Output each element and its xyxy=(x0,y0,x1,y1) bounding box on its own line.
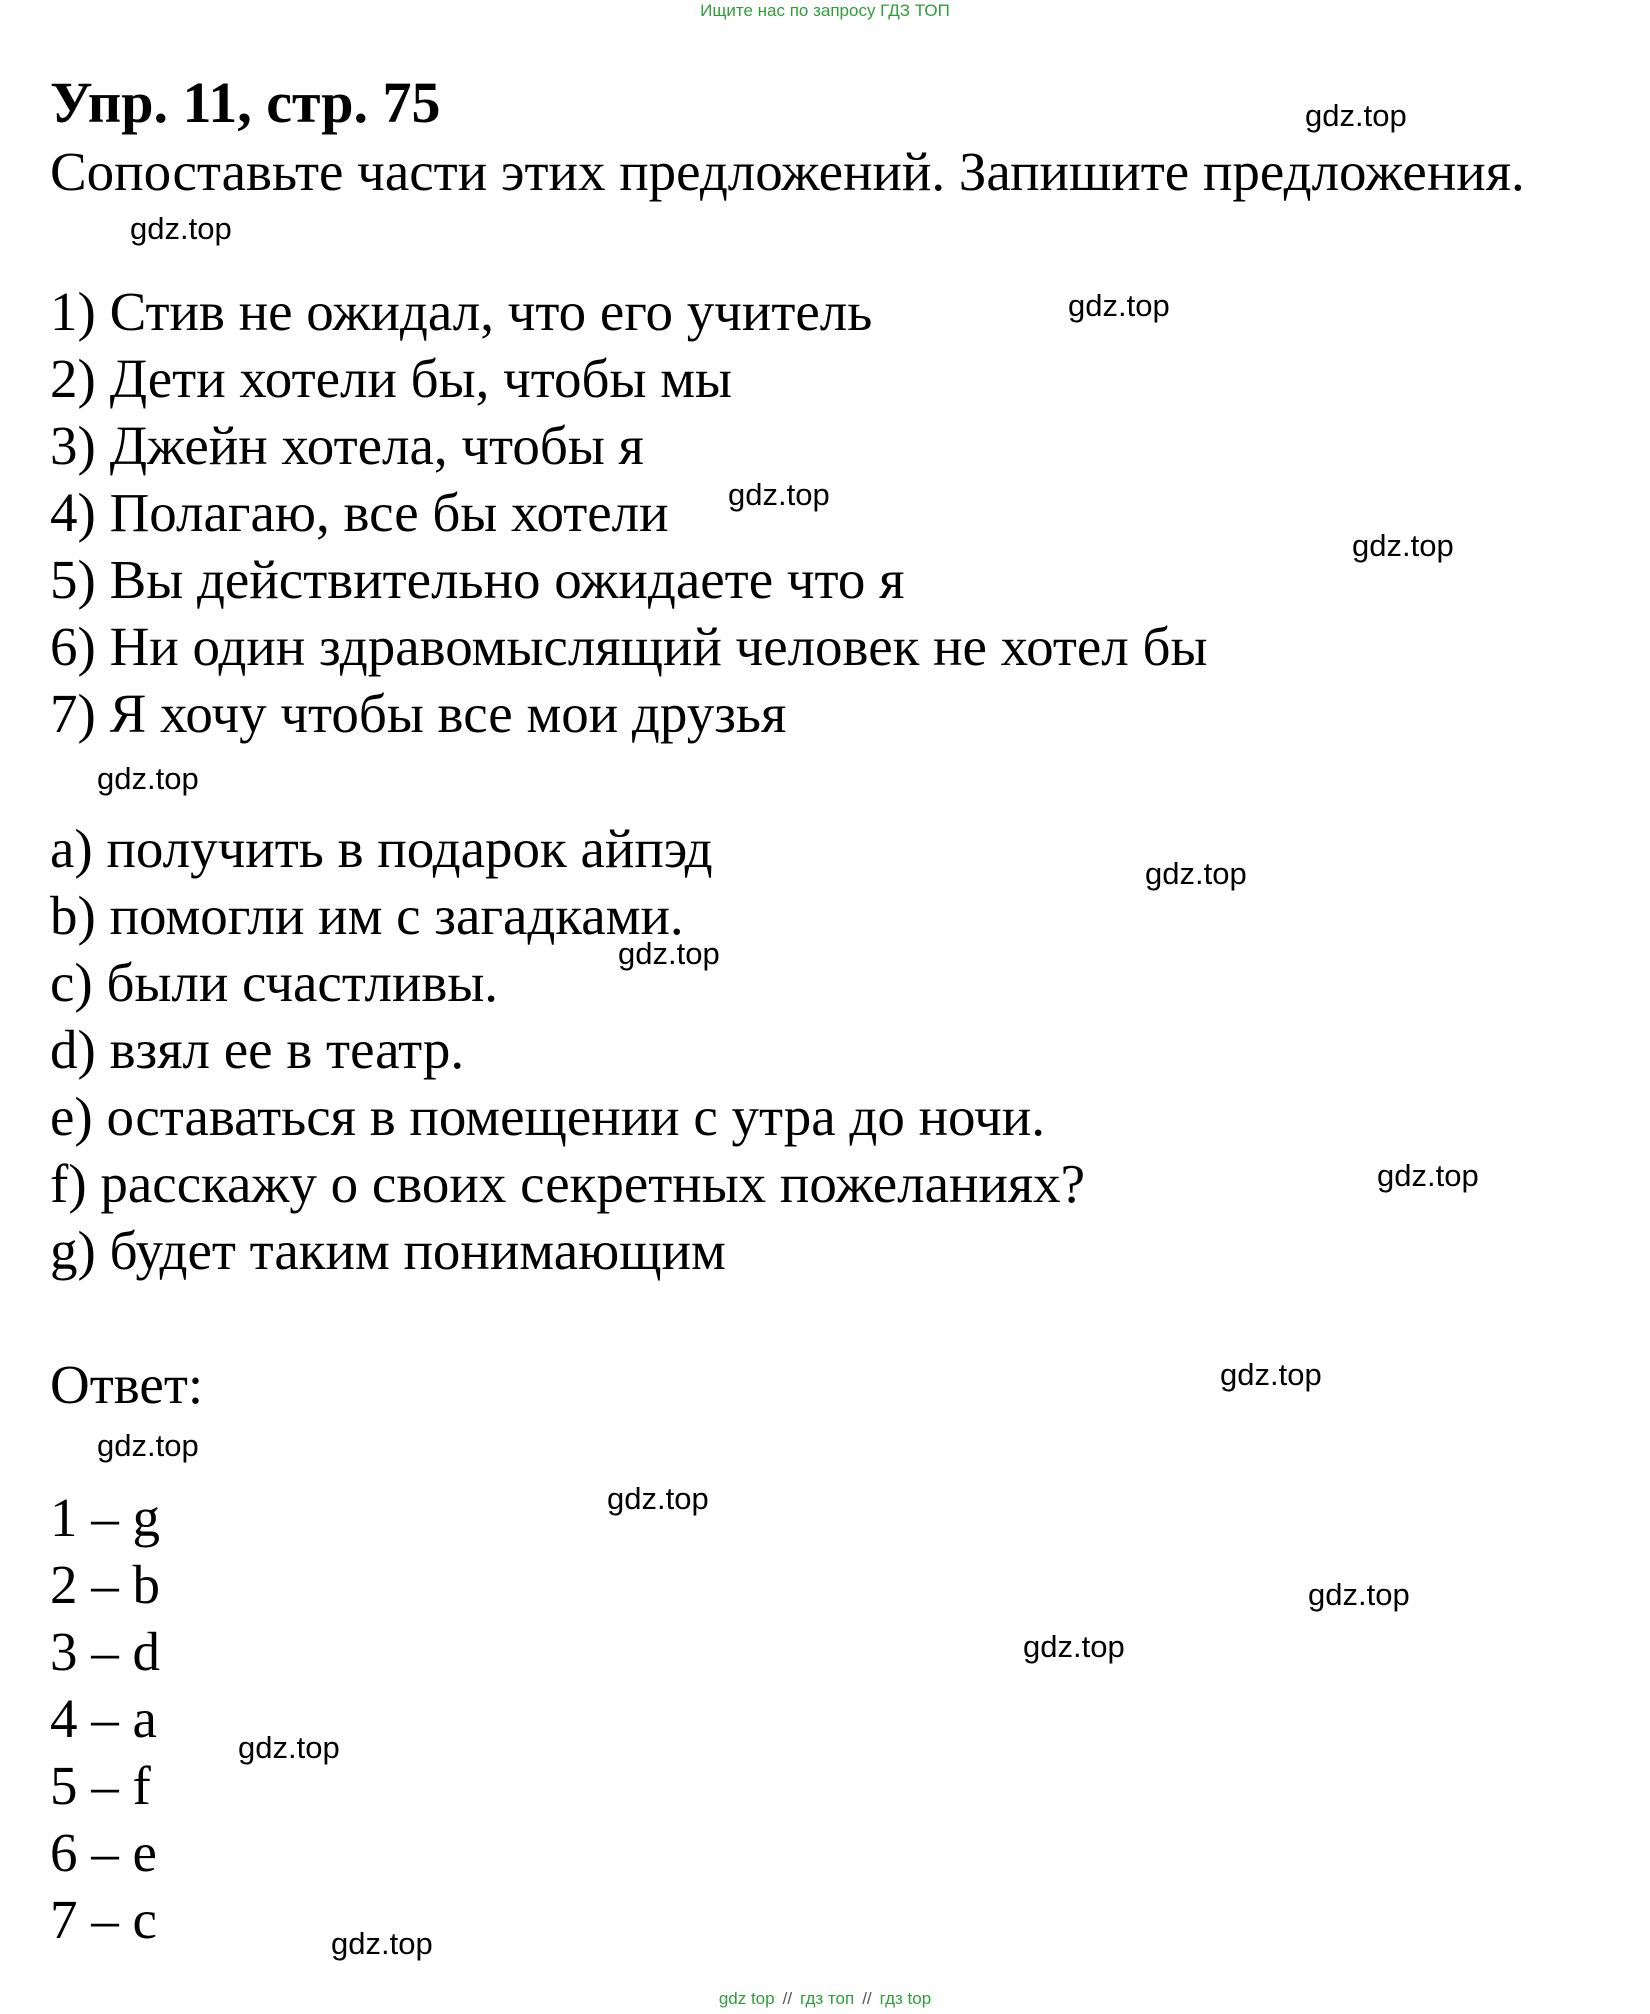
sentence-start-1: 1) Стив не ожидал, что его учитель xyxy=(50,281,873,342)
answer-4: 4 – a xyxy=(50,1688,157,1749)
sentence-end-b: b) помогли им с загадками. xyxy=(50,885,684,946)
exercise-instruction: Сопоставьте части этих предложений. Запишите предложения. xyxy=(50,141,1525,202)
watermark: gdz.top xyxy=(130,211,232,246)
sentence-start-3: 3) Джейн хотела, чтобы я xyxy=(50,415,644,476)
sentence-start-5: 5) Вы действительно ожидаете что я xyxy=(50,549,905,610)
sentence-start-7: 7) Я хочу чтобы все мои друзья xyxy=(50,683,787,744)
footer-separator: // xyxy=(782,1989,793,2008)
sentence-start-6: 6) Ни один здравомыслящий человек не хотел бы xyxy=(50,616,1208,677)
answer-3: 3 – d xyxy=(50,1621,160,1682)
watermark: gdz.top xyxy=(1377,1158,1479,1193)
top-banner: Ищите нас по запросу ГДЗ ТОП xyxy=(700,1,950,20)
footer xyxy=(0,1990,1650,2007)
sentence-end-f: f) расскажу о своих секретных пожеланиях? xyxy=(50,1153,1086,1214)
footer-link-2[interactable]: гдз топ xyxy=(800,1989,855,2008)
footer-link-1[interactable]: gdz top xyxy=(718,1989,775,2008)
sentence-end-c: c) были счастливы. xyxy=(50,952,499,1013)
watermark: gdz.top xyxy=(1068,288,1170,323)
answer-7: 7 – c xyxy=(50,1889,157,1950)
watermark: gdz.top xyxy=(1308,1577,1410,1612)
watermark: gdz.top xyxy=(97,1428,199,1463)
watermark: gdz.top xyxy=(331,1926,433,1961)
sentence-start-2: 2) Дети хотели бы, чтобы мы xyxy=(50,348,732,409)
watermark: gdz.top xyxy=(1352,528,1454,563)
answer-2: 2 – b xyxy=(50,1554,160,1615)
watermark: gdz.top xyxy=(238,1730,340,1765)
answer-label: Ответ: xyxy=(50,1354,204,1415)
exercise-title: Упр. 11, стр. 75 xyxy=(50,70,441,135)
footer-separator: // xyxy=(862,1989,872,2008)
watermark: gdz.top xyxy=(607,1481,709,1516)
watermark: gdz.top xyxy=(1220,1357,1322,1392)
answer-5: 5 – f xyxy=(50,1755,151,1816)
watermark: gdz.top xyxy=(618,936,720,971)
sentence-end-g: g) будет таким понимающим xyxy=(50,1220,726,1281)
sentence-end-e: e) оставаться в помещении с утра до ночи. xyxy=(50,1086,1045,1147)
watermark: gdz.top xyxy=(1145,856,1247,891)
watermark: gdz.top xyxy=(1023,1629,1125,1664)
watermark: gdz.top xyxy=(728,477,830,512)
sentence-start-4: 4) Полагаю, все бы хотели xyxy=(50,482,669,543)
watermark: gdz.top xyxy=(97,761,199,796)
answer-6: 6 – e xyxy=(50,1822,157,1883)
watermark: gdz.top xyxy=(1305,98,1407,133)
answer-1: 1 – g xyxy=(50,1487,160,1548)
sentence-end-a: a) получить в подарок айпэд xyxy=(50,818,713,879)
sentence-end-d: d) взял ее в театр. xyxy=(50,1019,465,1080)
footer-link-3[interactable]: гдз top xyxy=(879,1989,932,2008)
